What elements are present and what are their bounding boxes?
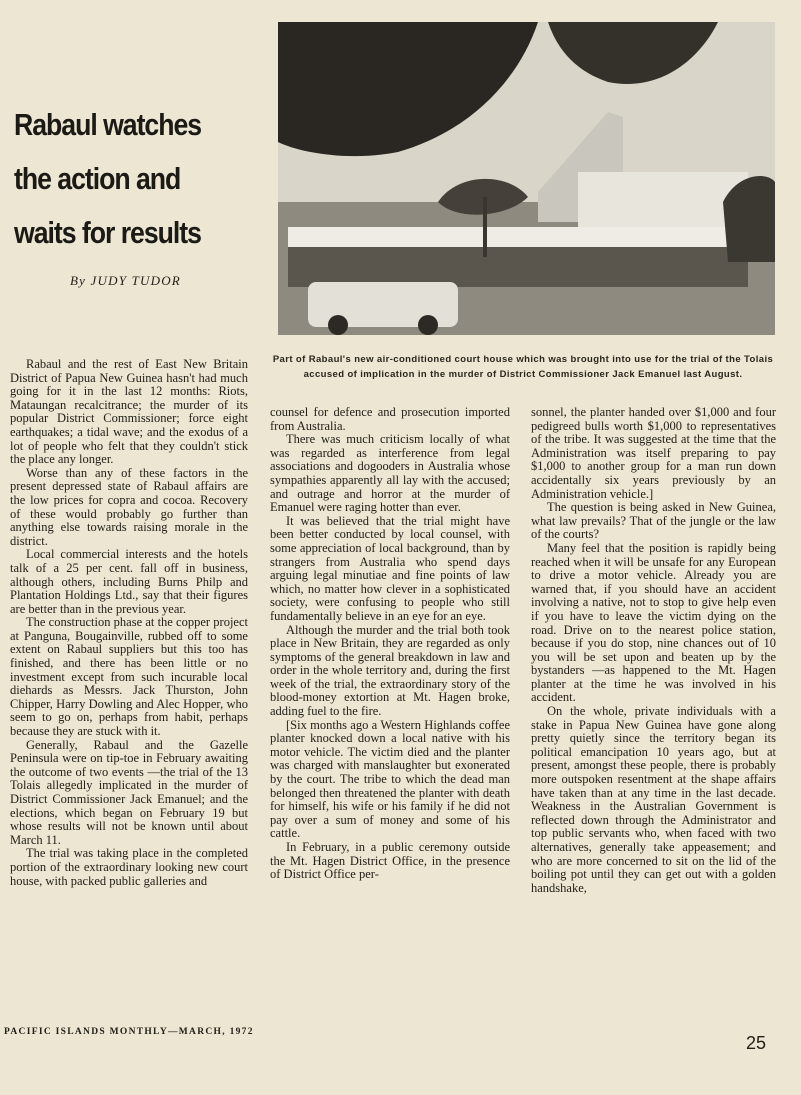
paragraph: Although the murder and the trial both took place in New Britain, they are regarded as only symptoms of the general breakdown in law and order in the whole territory and, during the first week of the trial, the extraordinary story of the blood-money extortion at Mt. Hagen broke, adding fuel to the fire.	[270, 622, 510, 719]
court-house-photo	[278, 22, 775, 335]
headline: Rabaul watches the action and waits for results	[14, 107, 202, 250]
paragraph: It was believed that the trial might have been better conducted by local counsel, with some appreciation of local background, than by strangers from Australia who spend days arguing legal minutiae and fine points of law which, no matter how clever in a sophisticated society, were confusing to people who still fundamentally believe in an eye for an eye.	[270, 513, 510, 623]
paragraph: There was much criticism locally of what was regarded as interference from legal associations and dogooders in Australia whose sympathies apparently all lay with the accused; and outrage and horror at the murder of Emanuel were raging hotter than ever.	[270, 432, 510, 515]
article-column-1	[10, 358, 248, 888]
paragraph: Many feel that the position is rapidly being reached when it will be unsafe for any European to drive a motor vehicle. Already you are warned that, if you should have an accident involving a native, not to stop to give help even if you have to leave the victim dying on the road. Drive on to the nearest police station, because if you do stop, nine chances out of 10 you will be set upon and beaten up by the bystanders —as happened to the Mt. Hagen planter at the time he was involved in his accident.	[531, 540, 776, 705]
paragraph: The trial was taking place in the completed portion of the extraordinary looking new court house, with packed public galleries and	[10, 846, 248, 888]
paragraph: sonnel, the planter handed over $1,000 and four pedigreed bulls worth $1,000 to representatives of the tribe. It was suggested at the time that the Administration was itself preparing to pay $1,000 to another group for a man run down accidentally six years previously by an Administration vehicle.]	[531, 405, 776, 501]
page-number: 25	[746, 1033, 767, 1053]
paragraph: [Six months ago a Western Highlands coffee planter knocked down a local native with his motor vehicle. The victim died and the planter was charged with manslaughter but exonerated by the court. The tribe to which the dead man belonged then threatened the planter with death for himself, his wife or his family if he did not pay over a sum of money and some of his cattle.	[270, 717, 510, 841]
paragraph: counsel for defence and prosecution imported from Australia.	[270, 405, 510, 433]
paragraph: Local commercial interests and the hotels talk of a 25 per cent. fall off in business, although others, including Burns Philp and Plantation Holdings Ltd., say that their figures are better than in the previous year.	[10, 547, 248, 616]
paragraph: Worse than any of these factors in the present depressed state of Rabaul affairs are the low prices for copra and cocoa. Recovery of these would probably go further than anything else towards raising morale in the district.	[10, 465, 248, 548]
photo-caption: Part of Rabaul's new air-conditioned court house which was brought into use for the trial of the Tolais accused of implication in the murder of District Commissioner Jack Emanuel last August.	[272, 354, 774, 380]
paragraph: The construction phase at the copper project at Panguna, Bougainville, rubbed off to some extent on Rabaul suppliers but this too has finished, and there has been little or no investment except from such incurable local diehards as Messrs. Jack Thurston, John Chipper, Harry Dowling and Alec Hopper, who seem to go on, perhaps from habit, perhaps because they are stuck with it.	[10, 615, 248, 739]
paragraph: Generally, Rabaul and the Gazelle Peninsula were on tip-toe in February awaiting the outcome of two events —the trial of the 13 Tolais allegedly implicated in the murder of District Commissioner Jack Emanuel; and the elections, which began on February 19 but whose results will not be known until about March 11.	[10, 737, 248, 847]
paragraph: The question is being asked in New Guinea, what law prevails? That of the jungle or the law of the courts?	[531, 500, 776, 542]
byline: By JUDY TUDOR	[70, 273, 181, 288]
paragraph: In February, in a public ceremony outside the Mt. Hagen District Office, in the presence of District Office per-	[270, 840, 510, 882]
article-column-2	[270, 406, 510, 882]
publication-footer: PACIFIC ISLANDS MONTHLY—MARCH, 1972	[4, 1027, 254, 1037]
paragraph: On the whole, private individuals with a stake in Papua New Guinea have gone along pretty quietly since the territory began its political emancipation 10 years ago, but at present, amongst these people, there is probably more outspoken resentment at the shape affairs have taken than at any time in the last decade. Weakness in the Australian Government is reflected down through the Administrator and top public servants who, when faced with two alternatives, generally take appeasement; and who are more concerned to sit on the lid of the boiling pot until they can get out with a golden handshake,	[531, 704, 776, 895]
paragraph: Rabaul and the rest of East New Britain District of Papua New Guinea hasn't had much going for it in the last 12 months: Riots, Mataungan recalcitrance; the murder of its popular District Commissioner; force eight earthquakes; a tidal wave; and the exodus of a lot of people who felt that they couldn't stick the place any longer.	[10, 357, 248, 467]
article-column-3	[531, 406, 776, 895]
